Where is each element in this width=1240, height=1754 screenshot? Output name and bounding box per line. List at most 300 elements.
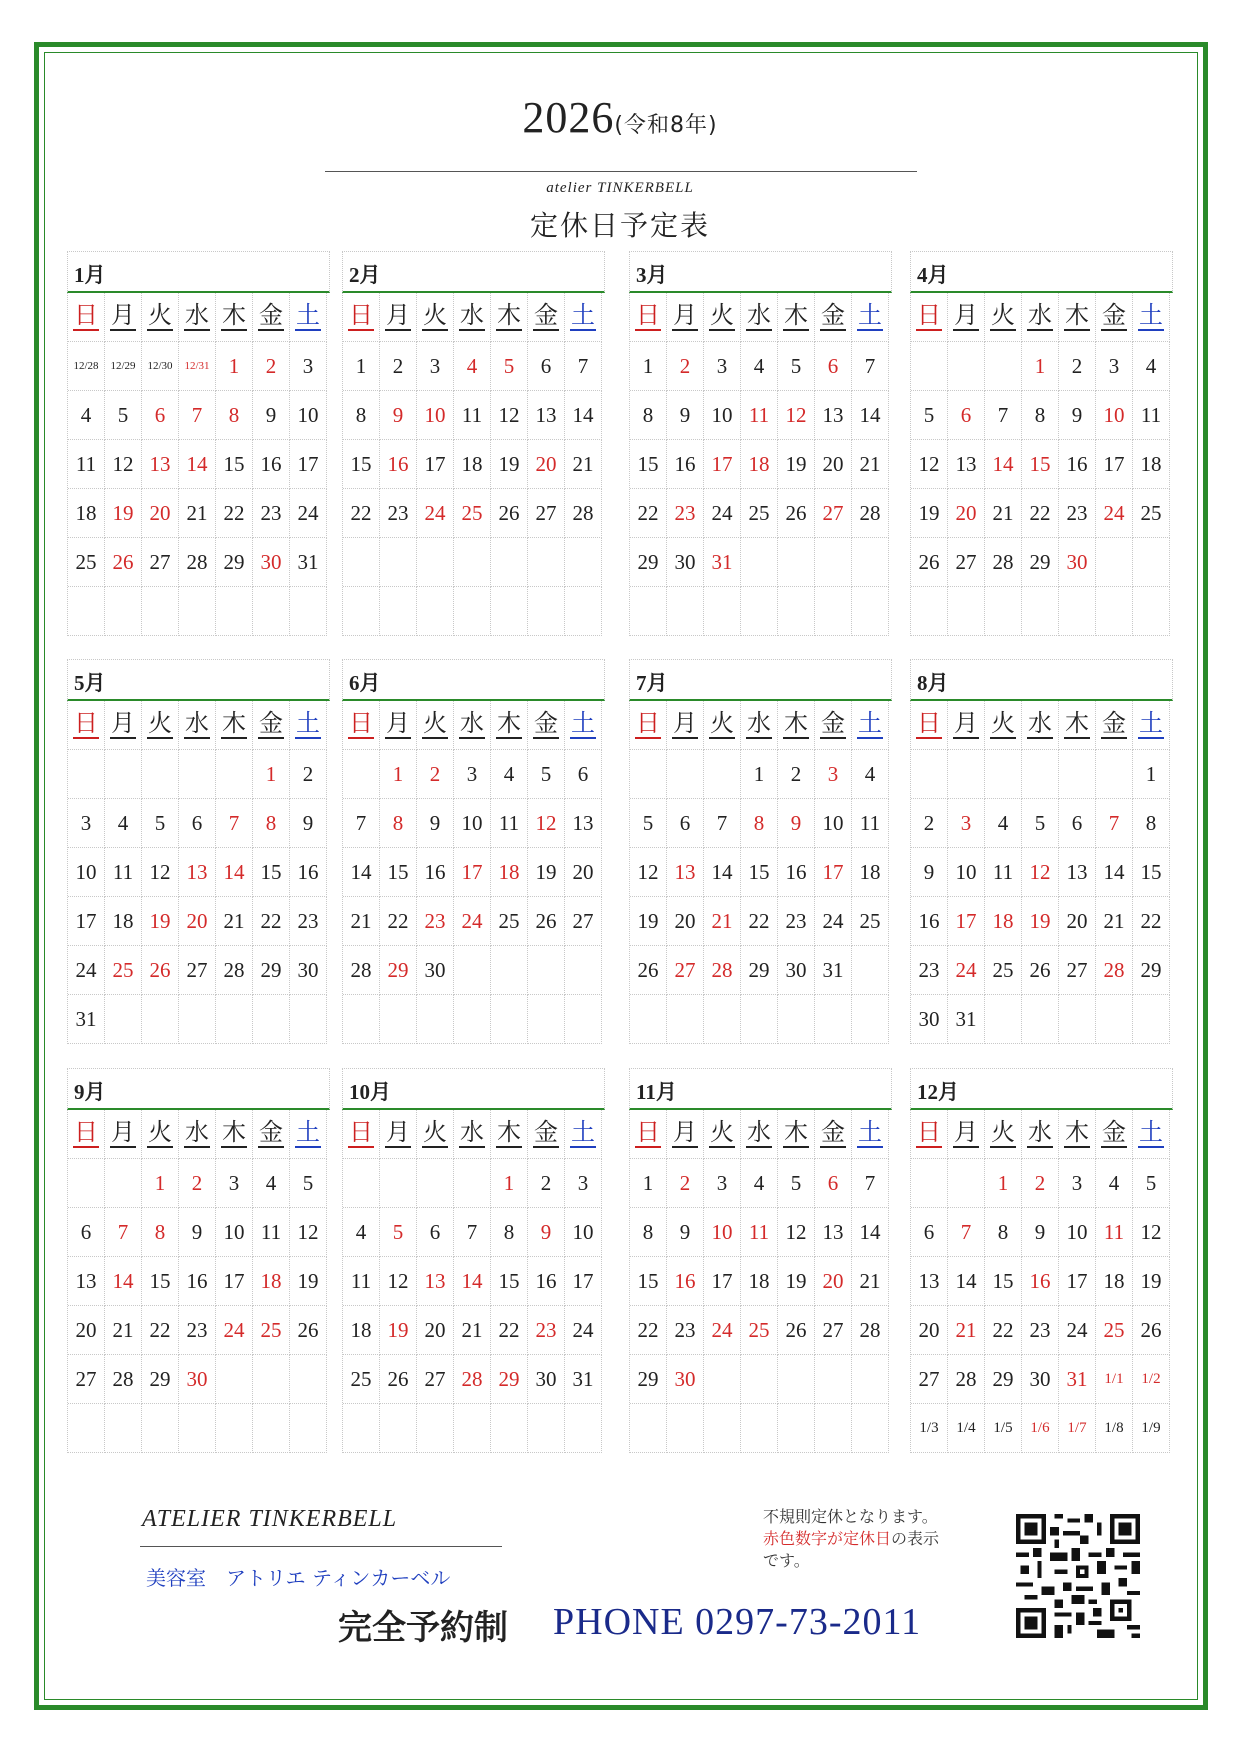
- week-row: [911, 1306, 1173, 1355]
- week-row: [343, 1208, 605, 1257]
- legend-note: [763, 1506, 939, 1572]
- day-cell: 18: [105, 897, 142, 946]
- empty-cell: [1096, 750, 1133, 799]
- day-cell: 26: [380, 1355, 417, 1404]
- week-row: [68, 897, 330, 946]
- empty-cell: [1059, 995, 1096, 1044]
- weekday-header: [216, 701, 253, 750]
- weekday-header: [704, 701, 741, 750]
- empty-cell: [290, 1355, 327, 1404]
- weekday-label: 火: [148, 709, 172, 738]
- empty-cell: [253, 1355, 290, 1404]
- weekday-header: [142, 701, 179, 750]
- weekday-label: 月: [673, 1118, 697, 1147]
- empty-cell: [491, 946, 528, 995]
- weekday-header: [216, 293, 253, 342]
- day-cell: 1: [343, 342, 380, 391]
- weekday-label: 木: [1065, 709, 1089, 738]
- day-cell: 13: [1059, 848, 1096, 897]
- day-cell: 3: [565, 1159, 602, 1208]
- day-cell: 14: [105, 1257, 142, 1306]
- weekday-header: [565, 701, 602, 750]
- weekday-header: [704, 1110, 741, 1159]
- month-title: 5月: [67, 659, 330, 701]
- day-cell: 24: [815, 897, 852, 946]
- day-cell: 1: [630, 342, 667, 391]
- day-cell: 2: [911, 799, 948, 848]
- weekday-label: 火: [710, 301, 734, 330]
- day-cell: 4: [985, 799, 1022, 848]
- weekday-label: 土: [296, 709, 320, 738]
- day-cell: 26: [290, 1306, 327, 1355]
- day-cell: 1/1: [1096, 1355, 1133, 1404]
- day-cell: 21: [985, 489, 1022, 538]
- weekday-header: [741, 701, 778, 750]
- weekday-header: [1133, 701, 1170, 750]
- weekday-header: [911, 1110, 948, 1159]
- day-cell: 15: [253, 848, 290, 897]
- day-cell: 20: [815, 1257, 852, 1306]
- day-cell: 18: [1096, 1257, 1133, 1306]
- day-cell: 1: [741, 750, 778, 799]
- weekday-label: 月: [954, 301, 978, 330]
- day-cell: 20: [179, 897, 216, 946]
- day-cell: 26: [105, 538, 142, 587]
- month-calendar: [67, 1068, 330, 1453]
- day-cell: 28: [948, 1355, 985, 1404]
- week-row: [911, 1159, 1173, 1208]
- weekday-header: [667, 293, 704, 342]
- day-cell: 19: [630, 897, 667, 946]
- empty-cell: [491, 995, 528, 1044]
- day-cell: 30: [179, 1355, 216, 1404]
- weekday-label: 土: [858, 1118, 882, 1147]
- day-cell: 6: [815, 1159, 852, 1208]
- day-cell: 2: [179, 1159, 216, 1208]
- qr-code-icon[interactable]: [1016, 1514, 1140, 1638]
- month-calendar: [910, 1068, 1173, 1453]
- weekday-header: [253, 701, 290, 750]
- day-cell: 21: [343, 897, 380, 946]
- week-row: [68, 538, 330, 587]
- day-cell: 18: [741, 440, 778, 489]
- month-title: 12月: [910, 1068, 1173, 1110]
- day-cell: 27: [179, 946, 216, 995]
- empty-cell: [667, 995, 704, 1044]
- empty-cell: [815, 538, 852, 587]
- day-cell: 22: [343, 489, 380, 538]
- day-cell: 28: [985, 538, 1022, 587]
- day-cell: 11: [343, 1257, 380, 1306]
- weekday-label: 月: [386, 301, 410, 330]
- day-cell: 10: [565, 1208, 602, 1257]
- empty-cell: [565, 946, 602, 995]
- empty-cell: [290, 995, 327, 1044]
- day-cell: 9: [179, 1208, 216, 1257]
- weekday-label: 土: [1139, 709, 1163, 738]
- weekday-header: [1022, 1110, 1059, 1159]
- day-cell: 2: [1059, 342, 1096, 391]
- empty-cell: [343, 1159, 380, 1208]
- day-cell: 26: [778, 1306, 815, 1355]
- day-cell: 9: [290, 799, 327, 848]
- month-calendar: [629, 251, 892, 636]
- day-cell: 6: [417, 1208, 454, 1257]
- weekday-header: [778, 293, 815, 342]
- empty-cell: [911, 1159, 948, 1208]
- week-row: [343, 799, 605, 848]
- day-cell: 12: [1022, 848, 1059, 897]
- weekday-header: [815, 293, 852, 342]
- weekday-header: [528, 701, 565, 750]
- day-cell: 2: [290, 750, 327, 799]
- empty-cell: [852, 1404, 889, 1453]
- week-row: [68, 750, 330, 799]
- day-cell: 20: [417, 1306, 454, 1355]
- day-cell: 14: [704, 848, 741, 897]
- month-day-grid: [342, 701, 605, 1044]
- empty-cell: [565, 587, 602, 636]
- week-row: [68, 391, 330, 440]
- day-cell: 25: [68, 538, 105, 587]
- day-cell: 9: [911, 848, 948, 897]
- day-cell: 3: [704, 1159, 741, 1208]
- day-cell: 19: [105, 489, 142, 538]
- day-cell: 12/29: [105, 342, 142, 391]
- weekday-label: 金: [821, 1118, 845, 1147]
- empty-cell: [1059, 587, 1096, 636]
- day-cell: 26: [630, 946, 667, 995]
- day-cell: 11: [1133, 391, 1170, 440]
- weekday-header: [417, 701, 454, 750]
- day-cell: 12/28: [68, 342, 105, 391]
- day-cell: 3: [290, 342, 327, 391]
- day-cell: 7: [948, 1208, 985, 1257]
- empty-cell: [142, 587, 179, 636]
- empty-cell: [1096, 538, 1133, 587]
- day-cell: 29: [380, 946, 417, 995]
- day-cell: 29: [1022, 538, 1059, 587]
- day-cell: 5: [491, 342, 528, 391]
- weekday-row: [630, 1110, 892, 1159]
- weekday-label: 木: [497, 301, 521, 330]
- week-row: [343, 391, 605, 440]
- day-cell: 1/4: [948, 1404, 985, 1453]
- empty-cell: [565, 995, 602, 1044]
- empty-cell: [852, 538, 889, 587]
- weekday-header: [741, 1110, 778, 1159]
- phone-number[interactable]: PHONE 0297-73-2011: [553, 1601, 922, 1643]
- month-day-grid: [629, 701, 892, 1044]
- day-cell: 23: [290, 897, 327, 946]
- day-cell: 14: [454, 1257, 491, 1306]
- month-day-grid: [910, 293, 1173, 636]
- empty-cell: [852, 1355, 889, 1404]
- day-cell: 4: [343, 1208, 380, 1257]
- day-cell: 14: [852, 1208, 889, 1257]
- week-row: [68, 946, 330, 995]
- weekday-header: [985, 1110, 1022, 1159]
- empty-cell: [454, 946, 491, 995]
- day-cell: 6: [911, 1208, 948, 1257]
- empty-cell: [528, 995, 565, 1044]
- day-cell: 2: [528, 1159, 565, 1208]
- day-cell: 6: [948, 391, 985, 440]
- day-cell: 6: [142, 391, 179, 440]
- weekday-header: [142, 293, 179, 342]
- weekday-header: [985, 293, 1022, 342]
- day-cell: 10: [216, 1208, 253, 1257]
- week-row: [343, 995, 605, 1044]
- empty-cell: [343, 538, 380, 587]
- month-calendar: [342, 659, 605, 1044]
- day-cell: 22: [142, 1306, 179, 1355]
- day-cell: 5: [630, 799, 667, 848]
- day-cell: 14: [216, 848, 253, 897]
- day-cell: 8: [380, 799, 417, 848]
- weekday-label: 土: [571, 301, 595, 330]
- day-cell: 23: [1022, 1306, 1059, 1355]
- empty-cell: [565, 538, 602, 587]
- day-cell: 1/2: [1133, 1355, 1170, 1404]
- empty-cell: [1022, 587, 1059, 636]
- week-row: [911, 391, 1173, 440]
- weekday-label: 金: [259, 709, 283, 738]
- day-cell: 5: [1133, 1159, 1170, 1208]
- day-cell: 30: [417, 946, 454, 995]
- week-row: [68, 440, 330, 489]
- day-cell: 6: [528, 342, 565, 391]
- day-cell: 26: [1133, 1306, 1170, 1355]
- day-cell: 23: [667, 1306, 704, 1355]
- weekday-header: [380, 1110, 417, 1159]
- empty-cell: [454, 587, 491, 636]
- day-cell: 23: [911, 946, 948, 995]
- weekday-header: [454, 293, 491, 342]
- day-cell: 8: [343, 391, 380, 440]
- weekday-header: [852, 1110, 889, 1159]
- week-row: [630, 995, 892, 1044]
- day-cell: 26: [778, 489, 815, 538]
- weekday-label: 木: [784, 1118, 808, 1147]
- week-row: [630, 1159, 892, 1208]
- month-day-grid: [67, 1110, 330, 1453]
- empty-cell: [380, 587, 417, 636]
- day-cell: 8: [741, 799, 778, 848]
- day-cell: 22: [741, 897, 778, 946]
- weekday-header: [1133, 1110, 1170, 1159]
- week-row: [630, 391, 892, 440]
- day-cell: 21: [1096, 897, 1133, 946]
- week-row: [911, 587, 1173, 636]
- day-cell: 3: [948, 799, 985, 848]
- week-row: [630, 848, 892, 897]
- week-row: [630, 1208, 892, 1257]
- empty-cell: [1133, 538, 1170, 587]
- month-title: 11月: [629, 1068, 892, 1110]
- day-cell: 17: [290, 440, 327, 489]
- empty-cell: [528, 946, 565, 995]
- day-cell: 30: [911, 995, 948, 1044]
- day-cell: 16: [253, 440, 290, 489]
- day-cell: 11: [1096, 1208, 1133, 1257]
- empty-cell: [417, 995, 454, 1044]
- week-row: [68, 1257, 330, 1306]
- weekday-header: [253, 1110, 290, 1159]
- day-cell: 23: [1059, 489, 1096, 538]
- week-row: [911, 1208, 1173, 1257]
- day-cell: 15: [985, 1257, 1022, 1306]
- day-cell: 2: [1022, 1159, 1059, 1208]
- day-cell: 28: [179, 538, 216, 587]
- month-calendar: [629, 659, 892, 1044]
- weekday-header: [1059, 1110, 1096, 1159]
- day-cell: 13: [815, 1208, 852, 1257]
- day-cell: 8: [253, 799, 290, 848]
- weekday-label: 木: [1065, 1118, 1089, 1147]
- day-cell: 23: [253, 489, 290, 538]
- day-cell: 19: [778, 440, 815, 489]
- day-cell: 30: [528, 1355, 565, 1404]
- week-row: [630, 440, 892, 489]
- day-cell: 17: [565, 1257, 602, 1306]
- day-cell: 7: [216, 799, 253, 848]
- weekday-label: 火: [710, 1118, 734, 1147]
- empty-cell: [216, 587, 253, 636]
- week-row: [68, 995, 330, 1044]
- day-cell: 12: [142, 848, 179, 897]
- day-cell: 13: [142, 440, 179, 489]
- weekday-label: 土: [296, 301, 320, 330]
- day-cell: 25: [985, 946, 1022, 995]
- day-cell: 1: [1022, 342, 1059, 391]
- empty-cell: [491, 587, 528, 636]
- day-cell: 14: [179, 440, 216, 489]
- day-cell: 5: [142, 799, 179, 848]
- day-cell: 25: [741, 489, 778, 538]
- month-calendar: [67, 251, 330, 636]
- month-calendar: [910, 659, 1173, 1044]
- note-rest-text: の表示: [891, 1529, 940, 1548]
- month-title: 10月: [342, 1068, 605, 1110]
- week-row: [343, 489, 605, 538]
- empty-cell: [491, 538, 528, 587]
- weekday-header: [253, 293, 290, 342]
- day-cell: 19: [528, 848, 565, 897]
- week-row: [630, 342, 892, 391]
- month-title: 2月: [342, 251, 605, 293]
- empty-cell: [528, 587, 565, 636]
- day-cell: 21: [216, 897, 253, 946]
- month-title: 9月: [67, 1068, 330, 1110]
- empty-cell: [105, 750, 142, 799]
- empty-cell: [741, 587, 778, 636]
- day-cell: 1/3: [911, 1404, 948, 1453]
- day-cell: 7: [565, 342, 602, 391]
- day-cell: 13: [528, 391, 565, 440]
- empty-cell: [105, 1159, 142, 1208]
- weekday-row: [68, 293, 330, 342]
- month-day-grid: [910, 1110, 1173, 1453]
- day-cell: 22: [630, 1306, 667, 1355]
- day-cell: 29: [216, 538, 253, 587]
- day-cell: 11: [985, 848, 1022, 897]
- day-cell: 19: [142, 897, 179, 946]
- day-cell: 30: [667, 1355, 704, 1404]
- day-cell: 6: [179, 799, 216, 848]
- week-row: [630, 587, 892, 636]
- weekday-label: 木: [497, 1118, 521, 1147]
- weekday-header: [417, 1110, 454, 1159]
- empty-cell: [343, 1404, 380, 1453]
- empty-cell: [179, 587, 216, 636]
- day-cell: 21: [704, 897, 741, 946]
- weekday-header: [528, 1110, 565, 1159]
- empty-cell: [815, 995, 852, 1044]
- day-cell: 22: [1133, 897, 1170, 946]
- day-cell: 10: [290, 391, 327, 440]
- weekday-label: 月: [386, 709, 410, 738]
- day-cell: 4: [68, 391, 105, 440]
- day-cell: 17: [1059, 1257, 1096, 1306]
- empty-cell: [815, 1404, 852, 1453]
- week-row: [630, 1404, 892, 1453]
- empty-cell: [179, 750, 216, 799]
- weekday-label: 金: [821, 709, 845, 738]
- empty-cell: [852, 995, 889, 1044]
- day-cell: 28: [454, 1355, 491, 1404]
- weekday-header: [1096, 293, 1133, 342]
- empty-cell: [380, 1159, 417, 1208]
- day-cell: 29: [630, 538, 667, 587]
- month-title: 7月: [629, 659, 892, 701]
- weekday-label: 金: [534, 709, 558, 738]
- day-cell: 13: [179, 848, 216, 897]
- day-cell: 27: [948, 538, 985, 587]
- day-cell: 29: [985, 1355, 1022, 1404]
- empty-cell: [741, 995, 778, 1044]
- month-day-grid: [342, 1110, 605, 1453]
- empty-cell: [454, 995, 491, 1044]
- weekday-label: 水: [185, 1118, 209, 1147]
- day-cell: 8: [1133, 799, 1170, 848]
- day-cell: 8: [491, 1208, 528, 1257]
- weekday-header: [179, 1110, 216, 1159]
- month-title: 8月: [910, 659, 1173, 701]
- day-cell: 3: [68, 799, 105, 848]
- day-cell: 7: [852, 342, 889, 391]
- weekday-header: [565, 293, 602, 342]
- day-cell: 1: [380, 750, 417, 799]
- empty-cell: [417, 538, 454, 587]
- empty-cell: [852, 587, 889, 636]
- day-cell: 19: [911, 489, 948, 538]
- day-cell: 29: [630, 1355, 667, 1404]
- empty-cell: [778, 995, 815, 1044]
- empty-cell: [216, 995, 253, 1044]
- day-cell: 24: [417, 489, 454, 538]
- weekday-row: [68, 701, 330, 750]
- day-cell: 30: [290, 946, 327, 995]
- day-cell: 14: [985, 440, 1022, 489]
- empty-cell: [778, 1355, 815, 1404]
- weekday-label: 水: [460, 301, 484, 330]
- day-cell: 15: [630, 440, 667, 489]
- empty-cell: [704, 1355, 741, 1404]
- empty-cell: [1096, 587, 1133, 636]
- empty-cell: [417, 587, 454, 636]
- weekday-label: 土: [571, 1118, 595, 1147]
